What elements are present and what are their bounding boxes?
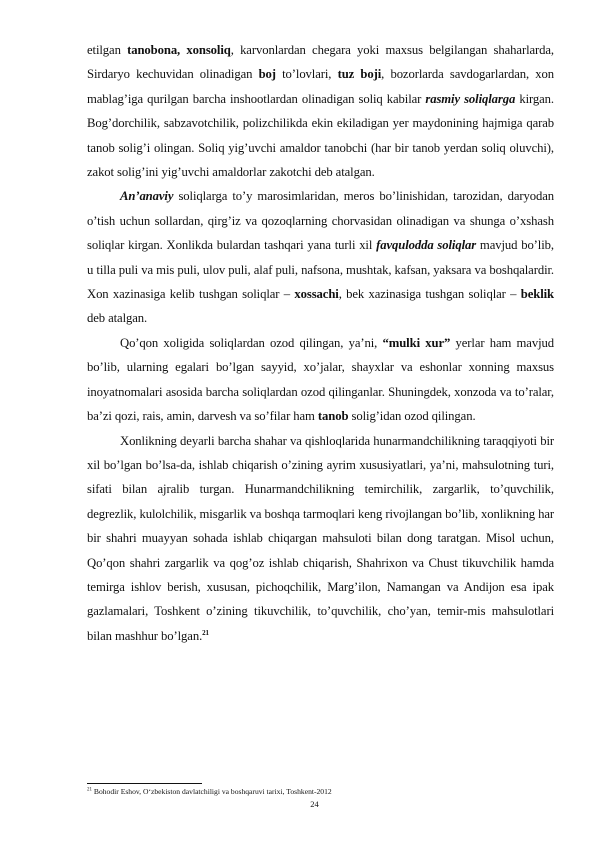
text-run: Xonlikning deyarli barcha shahar va qishloqlarida hunarmandchilikning taraqqiyoti bir xil bo’lgan bo’lsa-da, ishlab chiqarish o’zining ayrim xususiyatlari, ya’ni, mahsulotning turi, sifati bilan ajralib turgan. Hunarmandchilikning temirchilik, zargarlik, to’quvchilik, degrezlik, kulolchilik, misgarlik va boshqa tarmoqlari keng rivojlangan bo’lib, xonlikning har bir shahri muayyan sohada ishlab chiqargan mahsuloti bilan dong taratgan. Misol uchun, Qo’qon shahri zargarlik va qog’oz ishlab chiqarish, Shahrixon va Chust tikuvchilik hamda temirga ishlov berish, xususan, pichoqchilik, Marg’ilon, Namangan va Andijon esa ipak gazlamalari, Toshkent o’zining tikuvchilik, to’quvchilik, cho’yan, temir-mis mahsulotlari bilan mashhur bo’lgan. [87,433,554,643]
bold-term: xossachi [294,287,339,302]
bold-term: tanobona, xonsoliq [127,43,231,57]
bold-italic-term: favqulodda soliqlar [376,238,477,253]
paragraph [87,184,554,330]
paragraph [87,38,554,184]
text-run: , bozorlarda savdogarlardan, xon mablag’iga qurilgan barcha inshootlardan olinadigan soliq kabilar [87,67,555,106]
text-run: mavjud bo’lib, u tilla puli va mis puli, ulov puli, alaf puli, nafsona, mushtak, kafsan, yaksara va boshqalardir. Xon xazinasiga kelib tushgan soliqlar – [87,238,554,302]
text-run: solig’idan ozod qilingan. [348,409,476,424]
text-run: , karvonlardan chegara yoki maxsus belgilangan shaharlarda, Sirdaryo kechuvidan olinadigan [87,43,554,82]
page-number: 24 [310,799,319,809]
footnote-text: Bohodir Eshov, O‘zbekiston davlatchiligi va boshqaruvi tarixi, Toshkent-2012 [92,787,332,796]
bold-italic-term: An’anaviy [120,189,174,204]
text-run: deb atalgan. [87,311,148,326]
bold-term: tanob [317,409,349,424]
bold-term: boj [258,67,276,82]
footnote-marker: 21 [87,787,92,793]
text-run: etilgan [87,43,128,57]
paragraph [87,331,554,429]
footnote-separator [87,783,202,784]
text-run: kirgan. Bog’dorchilik, sabzavotchilik, polizchilikda ekin ekiladigan yer maydonining hajmiga qarab tanob solig’i olingan. Soliq yig’uvchi amaldor tanobchi (har bir tanob yerdan soliq oluvchi), zakot solig’ini yig’uvchi amaldorlar zakotchi deb atalgan. [87,91,555,180]
bold-term: tuz boji [337,67,382,82]
text-run: to’lovlari, [275,67,338,82]
footnote [87,787,554,797]
footnote-reference: 21 [202,628,209,637]
paragraph [87,429,554,649]
text-run: Qo’qon xoligida soliqlardan ozod qilingan, ya’ni, [120,335,383,350]
text-run: yerlar ham mavjud bo’lib, ularning egalari bo’lgan sayyid, xo’jalar, shayxlar va eshonlar xonning maxsus inoyatnomalari asosida barcha soliqlardan ozod qilinganlar. Shuningdek, xonzoda va to’ralar, ba’zi qozi, rais, amin, darvesh va so’filar ham [87,335,554,424]
bold-italic-term: rasmiy soliqlarga [425,91,516,106]
bold-term: “mulki xur” [382,335,451,350]
text-run: , bek xazinasiga tushgan soliqlar – [338,287,521,302]
text-run: soliqlarga to’y marosimlaridan, meros bo’linishidan, tarozidan, daryodan o’tish uchun sollardan, qirg’iz va qozoqlarning chorvasidan olinadigan va shunga o’xshash soliqlar kirgan. Xonlikda bulardan tashqari yana turli xil [87,189,554,253]
body-text [87,38,554,648]
bold-term: beklik [520,287,554,302]
